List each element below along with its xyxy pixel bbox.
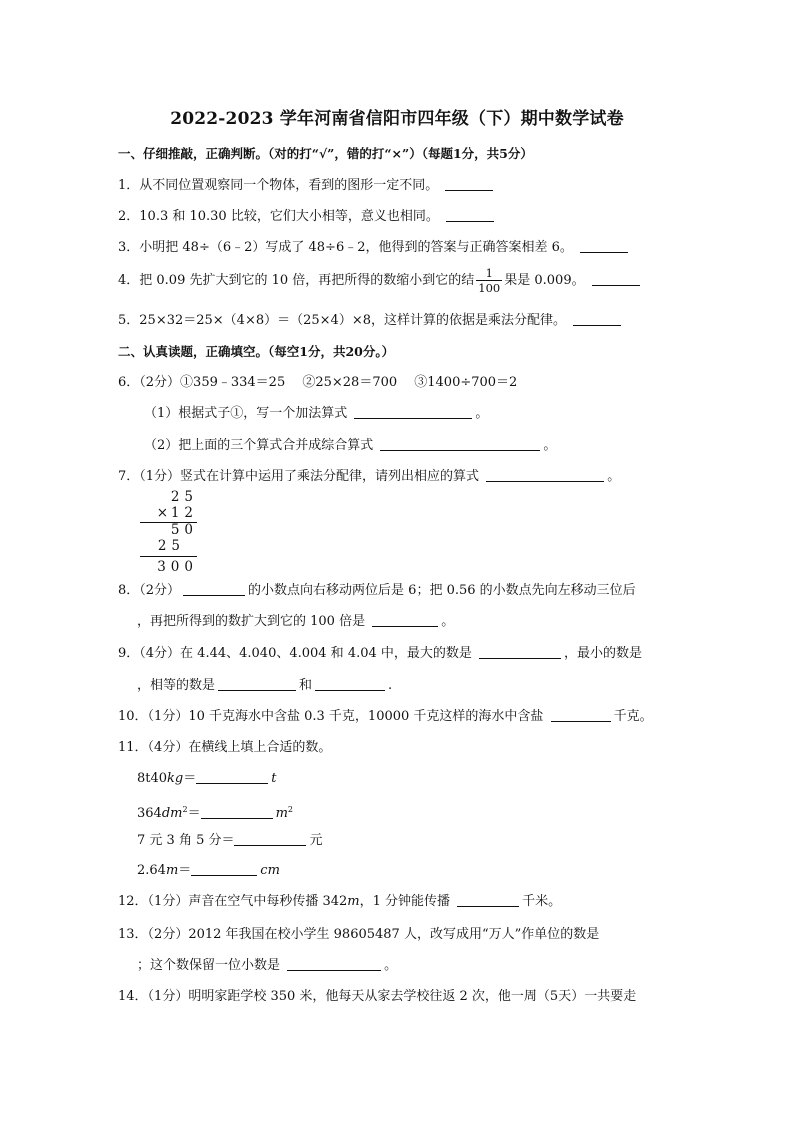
question-4-text-pre: 4．把 0.09 先扩大到它的 10 倍，再把所得的数缩小到它的结	[118, 273, 475, 288]
answer-blank[interactable]	[201, 805, 273, 819]
question-13: 13．（2分）2012 年我国在校小学生 98605487 人，改写成用“万人”作单位的数是	[118, 927, 600, 942]
unit: m	[347, 894, 360, 909]
question-2	[118, 208, 497, 226]
punctuation: 。	[543, 438, 557, 453]
divider-line	[140, 556, 197, 557]
punctuation: 。	[441, 614, 455, 629]
unit: dm	[161, 806, 183, 821]
question-2-text: 2．10.3 和 10.30 比较，它们大小相等，意义也相同。	[118, 209, 439, 224]
question-5	[118, 312, 624, 330]
question-8-line-2	[137, 613, 454, 631]
answer-blank[interactable]	[287, 957, 381, 971]
partial-product-1: 50	[170, 522, 198, 538]
punctuation: 。	[384, 958, 398, 973]
product: 300	[157, 559, 198, 575]
question-9-text: 9．（4分）在 4.44、4.040、4.004 和 4.04 中，最大的数是	[118, 646, 472, 661]
vertical-multiplication	[140, 489, 198, 579]
question-10	[118, 708, 653, 726]
question-5-text: 5．25×32＝25×（4×8）＝（25×4）×8，这样计算的依据是乘法分配律。	[118, 313, 566, 328]
answer-blank[interactable]	[457, 893, 519, 907]
exponent: 2	[182, 805, 188, 814]
equals-sign: ＝	[178, 863, 192, 878]
answer-blank[interactable]	[234, 832, 306, 846]
unit: 千克。	[613, 709, 653, 724]
question-1	[118, 177, 496, 195]
value: 2.64	[137, 863, 166, 878]
question-9-text-mid: ，最小的数是	[564, 646, 643, 661]
answer-blank[interactable]	[183, 582, 245, 596]
equals-sign: ＝	[187, 806, 201, 821]
value: 7 元 3 角 5 分＝	[137, 833, 235, 848]
answer-blank[interactable]	[573, 312, 621, 326]
answer-blank[interactable]	[580, 239, 628, 253]
answer-blank[interactable]	[372, 613, 438, 627]
question-12-text: 12．（1分）声音在空气中每秒传播 342	[118, 894, 348, 909]
multiply-sign: ×	[156, 505, 168, 521]
punctuation: 。	[607, 469, 621, 484]
question-8-text-2: ，再把所得到的数扩大到它的 100 倍是	[137, 614, 366, 629]
question-8	[118, 582, 636, 600]
exponent: 2	[287, 805, 294, 814]
answer-blank[interactable]	[486, 468, 604, 482]
question-13-line-2	[137, 957, 397, 975]
punctuation: .	[388, 678, 393, 693]
question-11-a	[137, 770, 277, 788]
question-6-part-1-text: （1）根据式子①，写一个加法算式	[144, 406, 348, 421]
question-7-text: 7．（1分）竖式在计算中运用了乘法分配律，请列出相应的算式	[118, 469, 480, 484]
answer-blank[interactable]	[354, 405, 472, 419]
question-8-text: 的小数点向右移动两位后是 6；把 0.56 的小数点先向左移动三位后	[248, 583, 636, 598]
fraction	[476, 266, 502, 295]
question-11-d	[137, 862, 280, 880]
section-2-heading: 二、认真读题，正确填空。（每空1分，共20分。）	[118, 344, 395, 359]
unit: cm	[260, 863, 280, 878]
answer-blank[interactable]	[191, 862, 257, 876]
unit: kg	[167, 771, 184, 786]
answer-blank[interactable]	[592, 272, 640, 286]
question-3-text: 3．小明把 48÷（6﹣2）写成了 48÷6﹣2，他得到的答案与正确答案相差 6。	[118, 240, 573, 255]
multiplicand: 25	[170, 489, 198, 505]
unit: t	[271, 771, 277, 786]
unit: 元	[309, 833, 323, 848]
fraction-numerator: 1	[476, 266, 502, 281]
question-11-b	[137, 801, 293, 823]
answer-blank[interactable]	[479, 645, 561, 659]
answer-blank[interactable]	[196, 770, 268, 784]
question-11-c	[137, 832, 323, 850]
answer-blank[interactable]	[380, 437, 540, 451]
question-9	[118, 645, 642, 663]
answer-blank[interactable]	[446, 208, 494, 222]
question-4	[118, 266, 643, 295]
equals-sign: ＝	[183, 771, 197, 786]
partial-product-2: 25	[157, 538, 185, 554]
question-6-part-1	[144, 405, 488, 423]
answer-blank[interactable]	[551, 708, 611, 722]
question-6-part-2-text: （2）把上面的三个算式合并成综合算式	[144, 438, 374, 453]
exam-title: 2022-2023 学年河南省信阳市四年级（下）期中数学试卷	[170, 109, 624, 129]
question-6: 6．（2分）①359﹣334＝25 ②25×28＝700 ③1400÷700＝2	[118, 375, 518, 390]
conjunction: 和	[299, 678, 313, 693]
value: 8t40	[137, 771, 168, 786]
question-9-line-2	[137, 677, 392, 695]
unit: 千米。	[522, 894, 562, 909]
unit: m	[165, 863, 179, 878]
question-12-text-mid: ，1 分钟能传播	[359, 894, 450, 909]
question-7	[118, 468, 620, 486]
question-10-text: 10．（1分）10 千克海水中含盐 0.3 千克，10000 千克这样的海水中含盐	[118, 709, 544, 724]
answer-blank[interactable]	[445, 177, 493, 191]
question-4-text-post: 果是 0.009。	[504, 273, 585, 288]
question-6-part-2	[144, 437, 556, 455]
question-11: 11．（4分）在横线上填上合适的数。	[118, 740, 332, 755]
question-9-text-2: ，相等的数是	[137, 678, 216, 693]
multiplier: 12	[170, 505, 198, 521]
value: 364	[137, 806, 162, 821]
unit: m	[275, 806, 288, 821]
question-12	[118, 893, 561, 911]
punctuation: 。	[475, 406, 489, 421]
question-1-text: 1．从不同位置观察同一个物体，看到的图形一定不同。	[118, 178, 439, 193]
section-1-heading: 一、仔细推敲，正确判断。（对的打“√”，错的打“×”）（每题1分，共5分）	[118, 146, 533, 161]
question-13-text-2: ；这个数保留一位小数是	[137, 958, 281, 973]
question-3	[118, 239, 631, 257]
question-8-text-pre: 8．（2分）	[118, 583, 181, 598]
answer-blank[interactable]	[218, 677, 296, 691]
question-14: 14．（1分）明明家距学校 350 米，他每天从家去学校往返 2 次，他一周（5天）一共要走	[118, 989, 637, 1004]
answer-blank[interactable]	[315, 677, 385, 691]
fraction-denominator: 100	[478, 281, 501, 295]
